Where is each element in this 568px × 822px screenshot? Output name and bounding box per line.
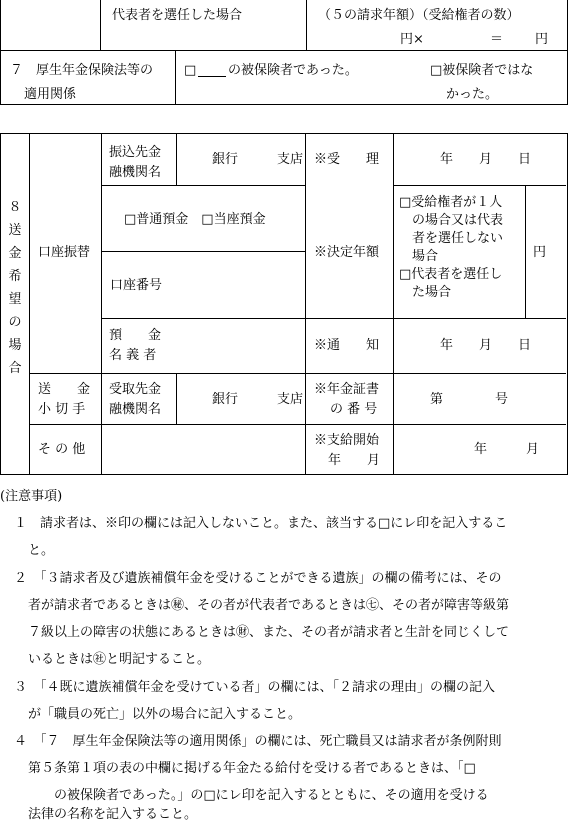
section-label-char: ８ bbox=[8, 200, 22, 215]
note-line: ７級以上の障害の状態にあるときは㊖、また、その者が請求者と生計を同じくして bbox=[28, 625, 510, 640]
decided-option-line: た場合 bbox=[399, 285, 452, 300]
decided-option-line: の場合又は代表 bbox=[399, 213, 504, 228]
transfer-bank-label: 振込先金 bbox=[109, 145, 162, 160]
remittance-section-label bbox=[1, 196, 29, 380]
decided-annual-label: ※決定年額 bbox=[314, 245, 380, 260]
other-label: そ の 他 bbox=[38, 442, 86, 457]
yen-unit: 円 bbox=[533, 245, 547, 260]
not-insured-option[interactable]: □被保険者ではな bbox=[430, 63, 534, 78]
insured-option-text: の被保険者であった。 bbox=[228, 63, 358, 78]
transfer-bank-label-2: 融機関名 bbox=[109, 165, 162, 180]
single-beneficiary-option[interactable]: □受給権者が１人 bbox=[399, 195, 503, 210]
payment-start-label-2: 年 月 bbox=[328, 453, 381, 468]
note-line: １ 請求者は、※印の欄には記入しないこと。また、該当する□にレ印を記入するこ bbox=[14, 516, 508, 531]
section-label-char: 金 bbox=[8, 246, 22, 261]
pension-law-label-2: 適用関係 bbox=[24, 87, 77, 102]
representative-selected-label: 代表者を選任した場合 bbox=[112, 8, 243, 23]
law-name-blank[interactable] bbox=[198, 76, 226, 77]
section-label-char: 合 bbox=[8, 361, 22, 376]
section-label-char: の bbox=[8, 315, 22, 330]
notice-label: ※通 知 bbox=[314, 338, 380, 353]
decided-option-line: 者を選任しない bbox=[399, 231, 504, 246]
remittance-check-label: 送 金 bbox=[38, 382, 91, 397]
section-label-char: 望 bbox=[8, 292, 22, 307]
note-line: ２ 「３請求者及び遺族補償年金を受けることができる遺族」の欄の備考には、その bbox=[14, 571, 502, 586]
note-line: が「職員の死亡」以外の場合に記入すること。 bbox=[28, 707, 302, 722]
section-label-char: 場 bbox=[8, 338, 22, 353]
insured-checkbox[interactable]: □ bbox=[184, 63, 197, 78]
certificate-number-label: ※年金証書 bbox=[314, 382, 380, 397]
representative-selected-option[interactable]: □代表者を選任し bbox=[399, 267, 503, 282]
decided-option-line: 場合 bbox=[399, 249, 439, 264]
payment-start-label: ※支給開始 bbox=[314, 433, 380, 448]
deposit-type-options[interactable]: □普通預金 □当座預金 bbox=[124, 212, 266, 227]
note-line: ３ 「４既に遺族補償年金を受けている者」の欄には、「２請求の理由」の欄の記入 bbox=[14, 680, 496, 695]
remittance-check-label-2: 小 切 手 bbox=[38, 402, 86, 417]
formula-yen-times: 円× bbox=[400, 32, 424, 47]
note-line: ４ 「７ 厚生年金保険法等の適用関係」の欄には、死亡職員又は請求者が条例附則 bbox=[14, 734, 502, 749]
certificate-number-field: 第 号 bbox=[430, 392, 509, 407]
notice-date: 年 月 日 bbox=[440, 338, 532, 353]
received-label: ※受 理 bbox=[314, 152, 380, 167]
not-insured-option-2: かった。 bbox=[446, 87, 499, 102]
note-line: 者が請求者であるときは㊙、その者が代表者であるときは㊆、その者が障害等級第 bbox=[28, 598, 510, 613]
receiving-bank-label-2: 融機関名 bbox=[109, 402, 162, 417]
note-line: と。 bbox=[28, 543, 55, 558]
received-date: 年 月 日 bbox=[440, 152, 532, 167]
account-transfer-label: 口座振替 bbox=[38, 245, 91, 260]
formula-equals: ＝ bbox=[490, 32, 504, 47]
account-number-label: 口座番号 bbox=[110, 278, 163, 293]
account-holder-label-2: 名 義 者 bbox=[109, 348, 157, 363]
note-line: の被保険者であった。」の□にレ印を記入するとともに、その適用を受ける bbox=[28, 788, 489, 803]
payment-start-date: 年 月 bbox=[474, 442, 540, 457]
receiving-bank-field[interactable]: 銀行 支店 bbox=[212, 392, 304, 407]
note-line: 第５条第１項の表の中欄に掲げる年金たる給付を受ける者であるときは、「□ bbox=[28, 761, 476, 776]
section-label-char: 送 bbox=[8, 223, 22, 238]
receiving-bank-label: 受取先金 bbox=[109, 382, 162, 397]
formula-title: （５の請求年額）（受給権者の数） bbox=[318, 8, 520, 23]
section-label-char: 希 bbox=[8, 269, 22, 284]
notes-heading: (注意事項) bbox=[0, 489, 63, 504]
formula-yen: 円 bbox=[535, 32, 549, 47]
account-holder-label: 預 金 bbox=[109, 328, 162, 343]
pension-law-label: ７ 厚生年金保険法等の bbox=[10, 63, 154, 78]
certificate-number-label-2: の 番 号 bbox=[330, 402, 378, 417]
note-line: 法律の名称を記入すること。 bbox=[28, 807, 198, 822]
transfer-bank-field[interactable]: 銀行 支店 bbox=[212, 152, 304, 167]
note-line: いるときは㊓と明記すること。 bbox=[28, 652, 211, 667]
